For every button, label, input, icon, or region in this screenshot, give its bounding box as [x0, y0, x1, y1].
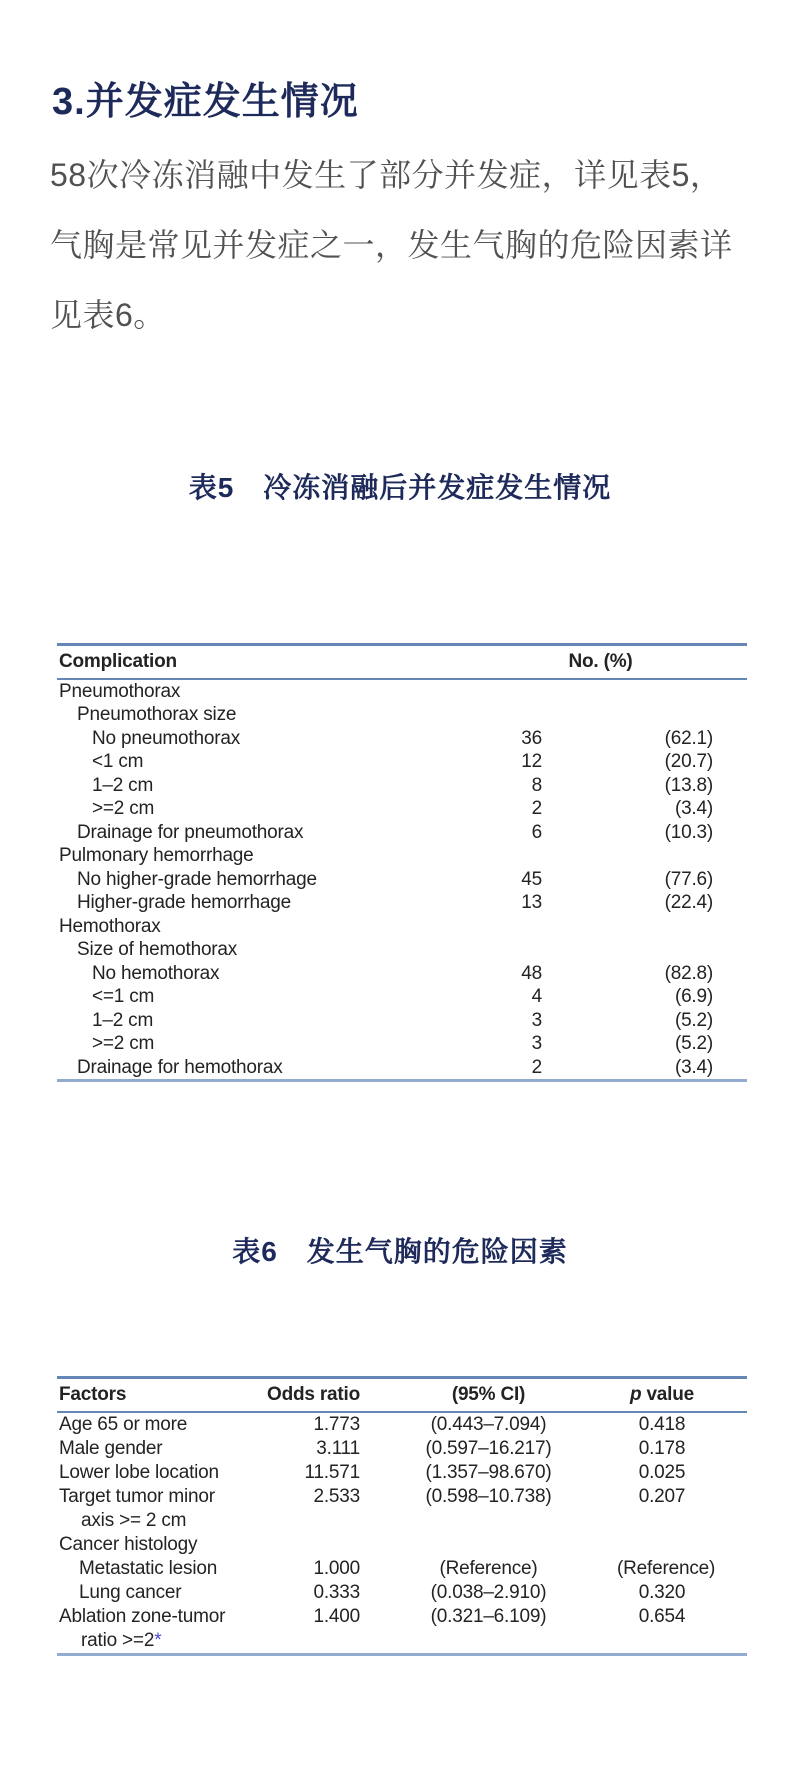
percent-value: (3.4)	[674, 798, 714, 819]
factor-label	[57, 1461, 267, 1485]
percent-value: (22.4)	[664, 892, 714, 913]
confidence-interval-value: (0.038–2.910)	[430, 1581, 547, 1603]
factor-label	[57, 1533, 267, 1557]
percent-value: (77.6)	[664, 868, 714, 890]
complication-label: Hemothorax	[59, 915, 161, 937]
table5-row	[57, 679, 747, 704]
factor-label-line1: Metastatic lesion	[79, 1557, 218, 1579]
count-value	[484, 679, 542, 704]
body-paragraph	[50, 140, 760, 350]
odds-ratio-value: 1.000	[313, 1557, 360, 1579]
percent-value: (5.2)	[674, 1033, 714, 1054]
table6-row	[57, 1412, 747, 1437]
p-italic: p	[629, 1383, 642, 1405]
complication-label: No hemothorax	[92, 962, 220, 984]
p-value	[617, 1533, 747, 1557]
table5-row	[57, 868, 747, 892]
table6-header-row	[57, 1378, 747, 1412]
count-value: 13	[521, 892, 542, 913]
percent-value: (82.8)	[664, 962, 714, 984]
percent-value: (6.9)	[674, 986, 714, 1007]
table5-row	[57, 962, 747, 986]
table6-row	[57, 1581, 747, 1605]
count-value: 45	[521, 868, 542, 890]
table6-row	[57, 1533, 747, 1557]
complication-label: Higher-grade hemorrhage	[77, 892, 292, 913]
table6-caption: 表6 发生气胸的危险因素	[232, 1236, 568, 1267]
table5-row	[57, 1032, 747, 1056]
table5-row	[57, 938, 747, 962]
table6-risk-factors	[57, 1376, 747, 1656]
complication-label: No pneumothorax	[92, 727, 241, 749]
table6-body	[57, 1412, 747, 1655]
confidence-interval-value: (0.443–7.094)	[430, 1413, 547, 1435]
odds-ratio-value: 2.533	[313, 1485, 360, 1507]
table5-row	[57, 774, 747, 798]
confidence-interval-value: (Reference)	[439, 1557, 538, 1579]
complication-label: >=2 cm	[92, 798, 155, 819]
table5-row	[57, 985, 747, 1009]
count-value: 4	[531, 986, 542, 1007]
percent-value	[542, 915, 747, 939]
table6-row	[57, 1485, 747, 1533]
count-value: 36	[521, 727, 542, 749]
p-value: 0.207	[638, 1485, 686, 1507]
factor-label-line1: Lung cancer	[79, 1581, 182, 1603]
count-value	[484, 703, 542, 727]
confidence-interval-value: (1.357–98.670)	[425, 1461, 552, 1483]
factor-label-line1: Male gender	[59, 1437, 163, 1459]
table5-row	[57, 750, 747, 774]
confidence-interval-value: (0.597–16.217)	[425, 1437, 552, 1459]
table5-caption: 表5 冷冻消融后并发症发生情况	[188, 472, 612, 503]
factor-label	[57, 1605, 267, 1655]
table5-row	[57, 797, 747, 821]
count-value: 2	[531, 1056, 542, 1078]
percent-value: (13.8)	[664, 774, 714, 796]
count-value: 8	[531, 774, 542, 796]
table6-header-odds-ratio: Odds ratio	[267, 1378, 360, 1412]
complication-label: 1–2 cm	[92, 1009, 154, 1031]
factor-label	[57, 1412, 267, 1437]
table5-row	[57, 891, 747, 915]
complication-label: 1–2 cm	[92, 774, 154, 796]
factor-label	[57, 1485, 267, 1533]
p-value: 0.178	[638, 1437, 686, 1459]
paragraph-line: 气胸是常见并发症之一，发生气胸的危险因素详	[50, 227, 733, 263]
factor-label-line1: Target tumor minor	[59, 1485, 215, 1507]
percent-value: (3.4)	[674, 1056, 714, 1078]
factor-label	[57, 1557, 267, 1581]
percent-value	[542, 679, 747, 704]
complication-label: No higher-grade hemorrhage	[77, 868, 317, 890]
p-value: 0.025	[638, 1461, 686, 1483]
p-value: 0.654	[638, 1605, 686, 1627]
percent-value: (20.7)	[664, 751, 714, 772]
table6-header-ci: (95% CI)	[360, 1378, 617, 1412]
factor-label-line1: Cancer histology	[59, 1533, 198, 1555]
factor-label-line2: ratio >=2*	[81, 1629, 162, 1651]
factor-label-line1: Ablation zone-tumor	[59, 1605, 226, 1627]
p-rest: value	[641, 1383, 695, 1405]
table6-row	[57, 1437, 747, 1461]
count-value: 48	[521, 962, 542, 984]
table6-row	[57, 1461, 747, 1485]
table5-header-no-pct: No. (%)	[484, 645, 747, 679]
percent-value	[542, 703, 747, 727]
percent-value: (10.3)	[664, 821, 714, 843]
table5-row	[57, 915, 747, 939]
complication-label: Pulmonary hemorrhage	[59, 845, 254, 866]
table5-row	[57, 727, 747, 751]
percent-value: (5.2)	[674, 1009, 714, 1031]
complication-label: <=1 cm	[92, 986, 155, 1007]
odds-ratio-value: 11.571	[304, 1461, 360, 1483]
count-value	[484, 844, 542, 868]
factor-label	[57, 1581, 267, 1605]
table5-row	[57, 703, 747, 727]
paragraph-line: 58次冷冻消融中发生了部分并发症，详见表5，	[50, 157, 723, 193]
count-value: 6	[531, 821, 542, 843]
complication-label: Pneumothorax size	[77, 704, 237, 725]
factor-label-line1: Age 65 or more	[59, 1413, 188, 1435]
factor-label-line1: Lower lobe location	[59, 1461, 219, 1483]
odds-ratio-value: 3.111	[316, 1437, 360, 1459]
odds-ratio-value	[267, 1533, 360, 1557]
section-heading: 3.并发症发生情况	[52, 81, 359, 123]
confidence-interval-value: (0.598–10.738)	[425, 1485, 552, 1507]
paragraph-line: 见表6。	[50, 297, 166, 333]
count-value	[484, 938, 542, 962]
percent-value	[542, 844, 747, 868]
table6-row	[57, 1605, 747, 1655]
confidence-interval-value	[360, 1533, 617, 1557]
complication-label: <1 cm	[92, 751, 144, 772]
odds-ratio-value: 0.333	[313, 1581, 360, 1603]
table5-header-complication: Complication	[57, 645, 484, 679]
complication-label: Size of hemothorax	[77, 939, 238, 960]
count-value: 3	[531, 1009, 542, 1031]
complication-label: Drainage for hemothorax	[77, 1056, 283, 1078]
p-value: 0.320	[638, 1581, 686, 1603]
odds-ratio-value: 1.773	[313, 1413, 360, 1435]
table5-row	[57, 821, 747, 845]
table5-row	[57, 844, 747, 868]
table5-row	[57, 1009, 747, 1033]
table6-header-p-value	[617, 1378, 747, 1412]
complication-label: Drainage for pneumothorax	[77, 821, 304, 843]
count-value	[484, 915, 542, 939]
percent-value: (62.1)	[664, 727, 714, 749]
complication-label: >=2 cm	[92, 1033, 155, 1054]
confidence-interval-value: (0.321–6.109)	[430, 1605, 547, 1627]
count-value: 2	[531, 798, 542, 819]
table6-row	[57, 1557, 747, 1581]
factor-label-line2: axis >= 2 cm	[81, 1509, 187, 1531]
count-value: 3	[531, 1033, 542, 1054]
factor-label	[57, 1437, 267, 1461]
count-value: 12	[521, 751, 542, 772]
table5-header-row	[57, 645, 747, 679]
table6-header-factors: Factors	[57, 1378, 267, 1412]
table5-complications	[57, 643, 747, 1082]
odds-ratio-value: 1.400	[313, 1605, 360, 1627]
p-value: 0.418	[638, 1413, 686, 1435]
p-value: (Reference)	[617, 1557, 716, 1579]
table5-row	[57, 1056, 747, 1081]
footnote-star: *	[154, 1629, 162, 1651]
percent-value	[542, 938, 747, 962]
complication-label: Pneumothorax	[59, 680, 181, 702]
table5-body	[57, 679, 747, 1081]
